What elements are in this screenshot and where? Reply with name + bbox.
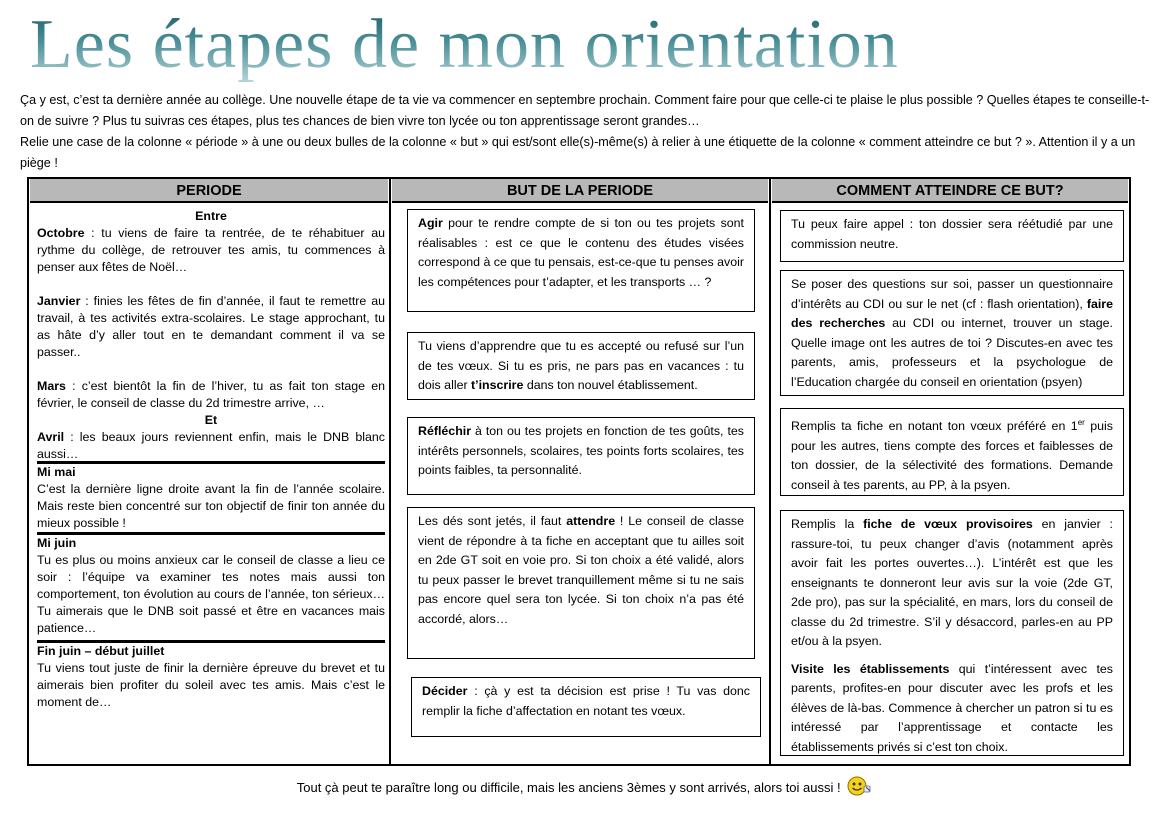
comment-box-recherches[interactable]: Se poser des questions sur soi, passer un questionnaire d’intérêts au CDI ou sur le net (cf : flash orientation), faire des recherches au CDI ou internet, trouver un stage. Quelle image ont les autres de toi ? Discutes-en avec tes parents, amis, professeurs et la psychologue de l’Education chargée du conseil en orientation (psyen) [780,270,1124,396]
period-mars: Mars : c’est bientôt la fin de l’hiver, tu as fait ton stage en février, le conseil de classe du 2d trimestre arrive, … [37,379,385,410]
comment-box-fiche-provisoire[interactable]: Remplis la fiche de vœux provisoires en janvier : rassure-toi, tu peux changer d’avis (notamment après avoir fait les portes ouvertes…). L’intérêt est que les enseignants te donneront leur avis sur la voie (2de GT, 2de pro), pas sur la spécialité, en mars, lors du conseil de classe du 2d trimestre. S’il y désaccord, parles-en au PP et/ou à la psyen. Visite les établissements qui t’intéressent avec tes parents, profites-en pour discuter avec les profs et les élèves de là-bas. Commence à chercher un patron si tu es intéressé par l’apprentissage et contacte les établissements privés si c’est ton choix. [780,510,1124,756]
footer-text [0,775,1169,802]
column-but [391,179,771,764]
header-but: BUT DE LA PERIODE [392,179,768,203]
header-comment: COMMENT ATTEINDRE CE BUT? [772,179,1128,203]
period-block-mi-juin[interactable] [37,535,385,637]
intro-paragraph-1: Ça y est, c’est ta dernière année au collège. Une nouvelle étape de ta vie va commencer en septembre prochain. Comment faire pour que celle-ci te plaise le plus possible ? Quelles étapes te conseille-t-on de suivre ? Plus tu suivras ces étapes, plus tes chances de bien vivre ton lycée ou ton apprentissage seront grandes… [20,93,1150,128]
but-box-decider[interactable]: Décider : çà y est ta décision est prise ! Tu vas donc remplir la fiche d’affectation en notant tes vœux. [411,677,761,737]
intro-paragraph-2: Relie une case de la colonne « période » à une ou deux bulles de la colonne « but » qui est/sont elle(s)-même(s) à relier à une étiquette de la colonne « comment atteindre ce but ? ». Attention il y a un piège ! [20,135,1136,170]
period-finjuin-label: Fin juin – début juillet [37,644,165,658]
header-periode: PERIODE [30,179,388,203]
period-et: Et [204,413,218,427]
page-title: Les étapes de mon orientation [30,8,1150,82]
comment-box-appel[interactable]: Tu peux faire appel : ton dossier sera réétudié par une commission neutre. [780,210,1124,262]
intro-text [20,90,1150,174]
orientation-table [27,177,1131,766]
but-box-attendre[interactable]: Les dés sont jetés, il faut attendre ! Le conseil de classe vient de répondre à ta fiche en acceptant que tu ailles soit en 2de GT soit en voie pro. Si ton choix a été validé, alors tu peux passer le brevet tranquillement même si tu ne sais pas encore quel sera ton lycée. Si ton choix n’a pas été accordé, alors… [407,507,755,659]
period-mijuin-text: Tu es plus ou moins anxieux car le conseil de classe a lieu ce soir : l’équipe va examiner tes notes mais aussi ton comportement, ton évolution au cours de l’année, ton sérieux… Tu aimerais que le DNB soit passé et être en vacances mais patience… [37,553,385,635]
period-mijuin-label: Mi juin [37,536,77,550]
period-octobre: Octobre : tu viens de faire ta rentrée, de te réhabituer au rythme du collège, de retrouver tes amis, tu commences à penser aux fêtes de Noël… [37,226,385,274]
but-box-agir[interactable]: Agir pour te rendre compte de si ton ou tes projets sont réalisables : est ce que le contenu des études visées correspond à ce que tu pensais, est-ce-que tu penses avoir les compétences pour t’adapter, et les transports … ? [407,209,755,312]
footer-message: Tout çà peut te paraître long ou difficile, mais les anciens 3èmes y sont arrivés, alors toi aussi ! [296,779,841,795]
period-finjuin-text: Tu viens tout juste de finir la dernière épreuve du brevet et tu aimerais bien profiter du soleil avec tes amis. Mais c’est le moment de… [37,661,385,709]
comment-box-fiche-voeux[interactable]: Remplis ta fiche en notant ton vœux préféré en 1er puis pour les autres, tiens compte des forces et faiblesses de ton dossier, de la sélectivité des formations. Demande conseil à tes parents, au PP, à la psyen. [780,408,1124,496]
period-block-mi-mai[interactable] [37,464,385,532]
period-block-1[interactable] [37,208,385,463]
but-box-inscrire[interactable]: Tu viens d’apprendre que tu es accepté ou refusé sur l’un de tes vœux. Si tu es pris, ne pars pas en vacances : tu dois aller t’inscrire dans ton nouvel établissement. [407,332,755,400]
period-avril: Avril : les beaux jours reviennent enfin, mais le DNB blanc aussi… [37,430,385,461]
period-block-fin-juin[interactable] [37,643,385,711]
period-janvier: Janvier : finies les fêtes de fin d’année, il faut te remettre au travail, à tes activités extra-scolaires. Le stage approchant, tu as hâte d’y aller tout en te demandant comment il va se passer.. [37,294,385,359]
period-mimai-text: C’est la dernière ligne droite avant la fin de l’année scolaire. Mais reste bien concentré sur ton objectif de finir ton année du mieux possible ! [37,482,385,530]
column-comment [771,179,1129,764]
but-box-reflechir[interactable]: Réfléchir à ton ou tes projets en fonction de tes goûts, tes intérêts personnels, scolaires, tes points forts scolaires, tes points faibles, ta personnalité. [407,417,755,495]
period-entre: Entre [195,209,227,223]
smiley-icon [846,775,872,802]
column-periode [29,179,391,764]
period-mimai-label: Mi mai [37,465,76,479]
